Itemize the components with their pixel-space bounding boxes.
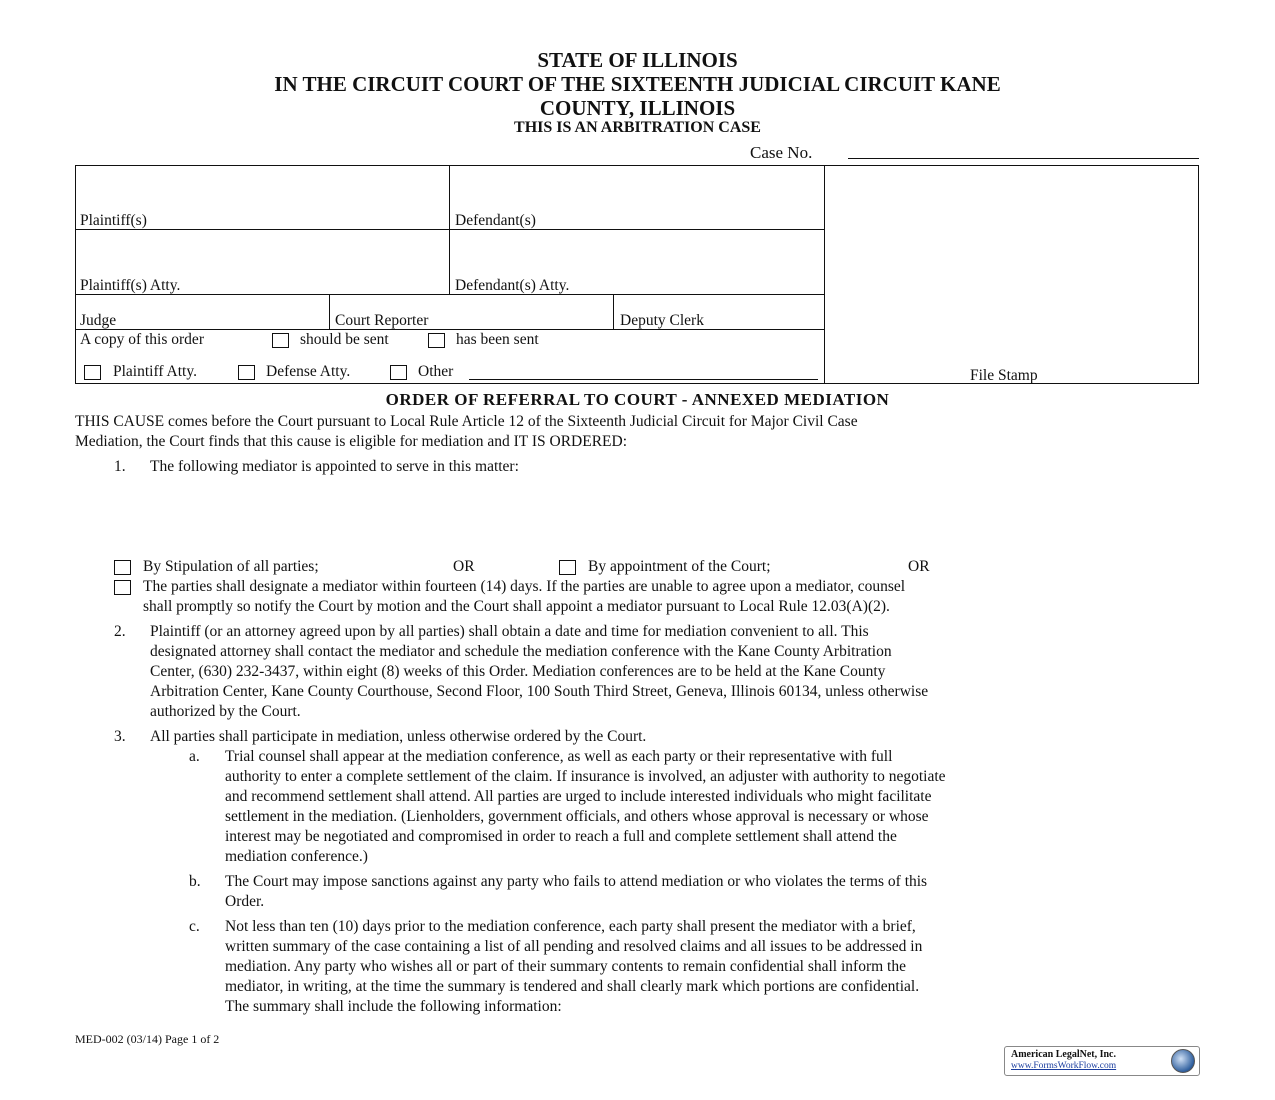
plaintiff-field[interactable]: Plaintiff(s) (80, 212, 147, 229)
case-no-label: Case No. (750, 143, 813, 162)
item3c-line: Not less than ten (10) days prior to the mediation conference, each party shall present the mediator with a brief, (225, 918, 916, 935)
vendor-url[interactable]: www.FormsWorkFlow.com (1011, 1061, 1117, 1071)
item3c-line: mediation. Any party who wishes all or part of their summary contents to remain confidential shall inform the (225, 958, 906, 975)
stipulation-checkbox[interactable] (114, 560, 131, 575)
appointment-checkbox[interactable] (559, 560, 576, 575)
file-stamp-label: File Stamp (970, 367, 1038, 384)
item3a-line: mediation conference.) (225, 848, 368, 865)
designate-line-1: The parties shall designate a mediator within fourteen (14) days. If the parties are unable to agree upon a mediator, counsel (143, 578, 906, 595)
plaintiff-atty-field[interactable]: Plaintiff(s) Atty. (80, 277, 181, 294)
defendant-field[interactable]: Defendant(s) (455, 212, 536, 229)
item3a-line: and recommend settlement shall attend. All parties are urged to include interested individuals who might facilitate (225, 788, 932, 805)
other-cb-label: Other (418, 363, 454, 380)
item2-line: Arbitration Center, Kane County Courthouse, Second Floor, 100 South Third Street, Geneva, Illinois 60134, unless otherwise (150, 683, 929, 700)
defense-atty-cb-label: Defense Atty. (266, 363, 351, 380)
caption-box (75, 165, 1199, 384)
court-reporter-field[interactable]: Court Reporter (335, 312, 429, 329)
item3b-label: b. (189, 873, 201, 890)
file-stamp-divider (824, 165, 825, 384)
other-checkbox[interactable] (390, 365, 407, 380)
item1-text: The following mediator is appointed to serve in this matter: (150, 458, 519, 475)
court-county-heading: COUNTY, ILLINOIS (539, 96, 736, 120)
item3a-label: a. (189, 748, 200, 765)
judge-divider (329, 294, 330, 329)
plaintiff-atty-checkbox[interactable] (84, 365, 101, 380)
item3c-line: The summary shall include the following information: (225, 998, 562, 1015)
item3a-line: settlement in the mediation. (Lienholders, government officials, and others whose approval is necessary or whose (225, 808, 929, 825)
item3b-line: Order. (225, 893, 265, 910)
designate-checkbox[interactable] (114, 580, 131, 595)
order-title: ORDER OF REFERRAL TO COURT - ANNEXED MEDIATION (385, 390, 890, 409)
or-label-2: OR (908, 558, 930, 575)
intro-line-2: Mediation, the Court finds that this cause is eligible for mediation and IT IS ORDERED: (75, 433, 628, 450)
defendant-atty-field[interactable]: Defendant(s) Atty. (455, 277, 570, 294)
court-state-heading: STATE OF ILLINOIS (537, 48, 738, 72)
case-type-heading: THIS IS AN ARBITRATION CASE (514, 119, 761, 136)
item2-number: 2. (114, 623, 126, 640)
other-field[interactable] (469, 379, 818, 380)
item2-line: authorized by the Court. (150, 703, 301, 720)
deputy-clerk-field[interactable]: Deputy Clerk (620, 312, 704, 329)
should-be-sent-checkbox[interactable] (272, 333, 289, 348)
judge-field[interactable]: Judge (80, 312, 117, 329)
item3-text: All parties shall participate in mediation, unless otherwise ordered by the Court. (150, 728, 647, 745)
item3b-line: The Court may impose sanctions against any party who fails to attend mediation or who violates the terms of this (225, 873, 928, 890)
row-divider-1 (75, 229, 824, 230)
item3a-line: interest may be negotiated and compromised in order to reach a full and complete settlement shall attend the (225, 828, 897, 845)
form-id: MED-002 (03/14) Page 1 of 2 (75, 1032, 220, 1046)
vendor-badge[interactable] (1004, 1046, 1200, 1076)
should-be-sent-label: should be sent (300, 331, 389, 348)
item3c-line: mediator, in writing, at the time the summary is tendered and shall clearly mark which portions are confidential. (225, 978, 920, 995)
item3a-line: Trial counsel shall appear at the mediation conference, as well as each party or their representative with full (225, 748, 893, 765)
item1-number: 1. (114, 458, 126, 475)
row-divider-2 (75, 294, 824, 295)
item3a-line: authority to enter a complete settlement of the claim. If insurance is involved, an adjuster with authority to negotiate (225, 768, 946, 785)
appointment-label: By appointment of the Court; (588, 558, 771, 575)
item2-line: Center, (630) 232-3437, within eight (8) weeks of this Order. Mediation conferences are to be held at the Kane County (150, 663, 886, 680)
intro-line-1: THIS CAUSE comes before the Court pursuant to Local Rule Article 12 of the Sixteenth Judicial Circuit for Major Civil Case (75, 413, 858, 430)
plaintiff-atty-cb-label: Plaintiff Atty. (113, 363, 197, 380)
vendor-name: American LegalNet, Inc. (1011, 1049, 1116, 1060)
has-been-sent-checkbox[interactable] (428, 333, 445, 348)
case-no-field[interactable] (848, 158, 1199, 159)
designate-line-2: shall promptly so notify the Court by motion and the Court shall appoint a mediator pursuant to Local Rule 12.03(A)(2). (143, 598, 890, 615)
item2-line: designated attorney shall contact the mediator and schedule the mediation conference with the Kane County Arbitration (150, 643, 892, 660)
item2-line: Plaintiff (or an attorney agreed upon by all parties) shall obtain a date and time for mediation convenient to all. This (150, 623, 869, 640)
court-name-heading: IN THE CIRCUIT COURT OF THE SIXTEENTH JUDICIAL CIRCUIT KANE (274, 72, 1001, 96)
item3c-label: c. (189, 918, 200, 935)
has-been-sent-label: has been sent (456, 331, 539, 348)
or-label-1: OR (453, 558, 475, 575)
globe-icon (1171, 1049, 1195, 1073)
reporter-divider (613, 294, 614, 329)
item3-number: 3. (114, 728, 126, 745)
item3c-line: written summary of the case containing a list of all pending and resolved claims and all issues to be addressed in (225, 938, 923, 955)
copy-order-label: A copy of this order (80, 331, 204, 348)
defense-atty-checkbox[interactable] (238, 365, 255, 380)
stipulation-label: By Stipulation of all parties; (143, 558, 319, 575)
